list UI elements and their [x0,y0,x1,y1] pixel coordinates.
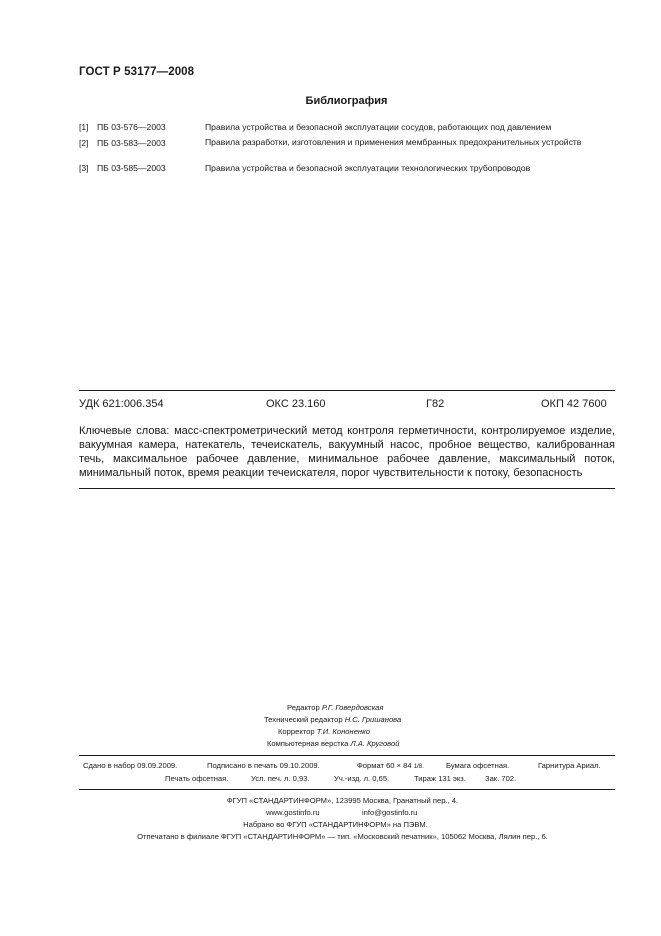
print-circulation: Тираж 131 экз. [414,774,466,783]
print-font: Гарнитура Ариал. [538,761,601,770]
divider-print [79,755,615,756]
okp-code: ОКП 42 7600 [541,398,607,410]
format-label: Формат 60 × 84 [357,761,412,770]
entry-number: [1] [79,122,89,132]
staff-layout [267,738,399,750]
footer-printed: Отпечатано в филиале ФГУП «СТАНДАРТИНФОРМ» — тип. «Московский печатник», 105062 Москва, Лялин пер., 6. [137,832,548,841]
staff-role: Компьютерная верстка [267,739,349,748]
staff-name: Л.А. Круговой [350,739,400,748]
entry-title: Правила устройства и безопасной эксплуатации технологических трубопроводов [205,163,531,173]
entry-document: ПБ 03-583—2003 [97,138,166,148]
group-code: Г82 [426,398,445,410]
footer-typeset: Набрано во ФГУП «СТАНДАРТИНФОРМ» на ПЭВМ. [243,820,428,829]
entry-document: ПБ 03-585—2003 [97,163,166,173]
staff-role: Технический редактор [264,715,343,724]
print-order: Зак. 702. [485,774,517,783]
staff-role: Корректор [278,727,315,736]
footer-website[interactable]: www.gostinfo.ru [266,808,320,817]
entry-number: [2] [79,138,89,148]
entry-title: Правила разработки, изготовления и применения мембранных предохранительных устройств [205,137,582,147]
entry-number: [3] [79,163,89,173]
udk-code: УДК 621:006.354 [79,398,164,410]
format-fraction: 1/8. [413,764,424,770]
keywords-paragraph: Ключевые слова: масс-спектрометрический метод контроля герметичности, контролируемое изделие, вакуумная камера, натекатель, течеискатель, вакуумный насос, пробное вещество, калиброванная течь, максимальное рабочее давление, минимальное рабочее давление, максимальный поток, минимальный поток, время реакции течеискателя, порог чувствительности к потоку, безопасность [79,425,615,479]
divider-footer [79,789,615,790]
print-signed: Подписано в печать 09.10.2009. [207,761,320,770]
divider-top [79,390,615,391]
footer-publisher: ФГУП «СТАНДАРТИНФОРМ», 123995 Москва, Гранатный пер., 4. [226,796,459,805]
document-code: ГОСТ Р 53177—2008 [79,66,195,78]
print-sheets: Усл. печ. л. 0,93. [251,774,310,783]
staff-name: Н.С. Гришанова [344,715,402,724]
print-edition-sheets: Уч.-изд. л. 0,65. [334,774,390,783]
staff-role: Редактор [287,703,320,712]
staff-name: Т.И. Кононенко [316,727,370,736]
staff-name: Р.Г. Говердовская [321,703,384,712]
bibliography-title: Библиография [305,95,388,107]
divider-bottom [79,488,615,489]
entry-title: Правила устройства и безопасной эксплуатации сосудов, работающих под давлением [205,122,552,132]
entry-document: ПБ 03-576—2003 [97,122,166,132]
print-format [357,761,424,770]
print-paper: Бумага офсетная. [446,761,510,770]
staff-proofreader [278,726,370,738]
footer-email[interactable]: info@gostinfo.ru [362,808,418,817]
staff-tech-editor [264,714,401,726]
oks-code: ОКС 23.160 [266,398,326,410]
staff-editor [287,702,383,714]
print-sent: Сдано в набор 09.09.2009. [83,761,178,770]
print-method: Печать офсетная. [165,774,229,783]
